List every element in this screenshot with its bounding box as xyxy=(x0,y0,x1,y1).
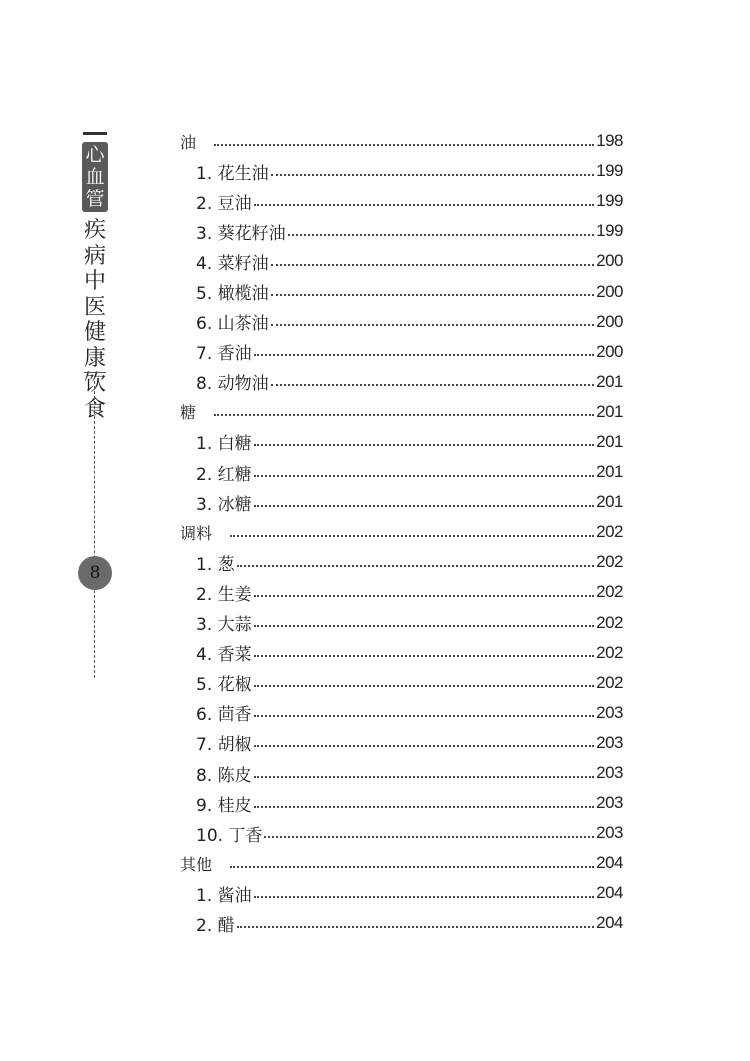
toc-entry[interactable] xyxy=(180,216,623,246)
toc-section[interactable] xyxy=(180,397,623,427)
toc-entry[interactable] xyxy=(180,668,623,698)
book-title-char: 病 xyxy=(83,243,106,269)
toc-label: 1. 酱油 xyxy=(196,885,252,906)
toc-entry[interactable] xyxy=(180,457,623,487)
dot-leader xyxy=(254,474,595,477)
dot-leader xyxy=(254,443,595,446)
book-title-char: 饮 xyxy=(83,371,106,396)
toc-entry[interactable] xyxy=(180,638,623,668)
toc-page-number: 203 xyxy=(596,702,623,722)
toc-label: 10. 丁香 xyxy=(196,825,263,846)
side-top-rule xyxy=(83,132,107,135)
series-tag-char: 管 xyxy=(85,188,105,210)
toc-page-number: 202 xyxy=(596,582,623,602)
toc-label: 其他 xyxy=(180,854,213,874)
toc-label: 3. 大蒜 xyxy=(196,615,252,636)
dot-leader xyxy=(214,143,594,146)
dot-leader xyxy=(230,865,594,868)
dot-leader xyxy=(254,805,595,808)
toc-page-number: 201 xyxy=(596,431,623,451)
series-tag-char: 心 xyxy=(85,144,105,166)
dot-leader xyxy=(254,684,595,687)
dot-leader xyxy=(288,233,595,236)
toc-page-number: 200 xyxy=(596,341,623,361)
toc-label: 2. 生姜 xyxy=(196,584,252,605)
toc-label: 1. 葱 xyxy=(196,554,235,575)
toc-label: 2. 红糖 xyxy=(196,464,252,485)
dot-leader xyxy=(271,323,595,326)
dot-leader xyxy=(264,835,594,838)
dot-leader xyxy=(254,594,595,597)
page-number: 8 xyxy=(89,563,101,583)
toc-section[interactable] xyxy=(180,517,623,547)
toc-label: 4. 菜籽油 xyxy=(196,253,269,274)
toc-entry[interactable] xyxy=(180,878,623,908)
toc-page-number: 199 xyxy=(596,221,623,241)
dot-leader xyxy=(271,293,595,296)
dot-leader xyxy=(254,714,595,717)
toc-label: 5. 花椒 xyxy=(196,675,252,696)
toc-page-number: 200 xyxy=(596,251,623,271)
toc-entry[interactable] xyxy=(180,186,623,216)
toc-page-number: 203 xyxy=(596,732,623,752)
toc-page-number: 199 xyxy=(596,191,623,211)
toc-label: 2. 豆油 xyxy=(196,193,252,214)
toc-entry[interactable] xyxy=(180,367,623,397)
dot-leader xyxy=(237,564,595,567)
toc-entry[interactable] xyxy=(180,307,623,337)
toc-entry[interactable] xyxy=(180,758,623,788)
toc-page-number: 204 xyxy=(596,913,623,933)
dot-leader xyxy=(254,353,595,356)
toc-entry[interactable] xyxy=(180,908,623,938)
dot-leader xyxy=(254,775,595,778)
toc-label: 3. 冰糖 xyxy=(196,494,252,515)
toc-entry[interactable] xyxy=(180,577,623,607)
dot-leader xyxy=(254,203,595,206)
toc-label: 9. 桂皮 xyxy=(196,795,252,816)
toc-entry[interactable] xyxy=(180,698,623,728)
toc-page-number: 204 xyxy=(596,853,623,873)
toc-entry[interactable] xyxy=(180,427,623,457)
toc-section[interactable] xyxy=(180,126,623,156)
book-title-char: 中 xyxy=(83,269,106,294)
book-title xyxy=(81,218,109,422)
table-of-contents xyxy=(180,126,623,939)
book-title-char: 食 xyxy=(83,396,106,422)
toc-page-number: 202 xyxy=(596,552,623,572)
dot-leader xyxy=(254,744,595,747)
book-title-char: 健 xyxy=(83,320,106,345)
toc-entry[interactable] xyxy=(180,788,623,818)
dot-leader xyxy=(271,173,595,176)
toc-label: 6. 茴香 xyxy=(196,705,252,726)
toc-label: 7. 香油 xyxy=(196,344,252,365)
toc-page-number: 200 xyxy=(596,281,623,301)
book-title-char: 康 xyxy=(83,345,106,371)
toc-entry[interactable] xyxy=(180,487,623,517)
toc-entry[interactable] xyxy=(180,337,623,367)
series-tag xyxy=(82,142,108,212)
toc-page-number: 203 xyxy=(596,823,623,843)
dot-leader xyxy=(214,413,594,416)
toc-label: 3. 葵花籽油 xyxy=(196,223,286,244)
toc-label: 1. 花生油 xyxy=(196,163,269,184)
toc-entry[interactable] xyxy=(180,156,623,186)
toc-page-number: 198 xyxy=(596,131,623,151)
dot-leader xyxy=(254,895,595,898)
toc-label: 8. 动物油 xyxy=(196,374,269,395)
toc-page-number: 202 xyxy=(596,612,623,632)
toc-page-number: 203 xyxy=(596,763,623,783)
toc-entry[interactable] xyxy=(180,728,623,758)
page-number-badge xyxy=(78,556,112,590)
toc-page-number: 201 xyxy=(596,462,623,482)
toc-label: 调料 xyxy=(180,523,213,543)
toc-label: 7. 胡椒 xyxy=(196,735,252,756)
toc-page-number: 203 xyxy=(596,793,623,813)
side-dashed-line xyxy=(94,376,95,678)
toc-label: 5. 橄榄油 xyxy=(196,284,269,305)
toc-page-number: 201 xyxy=(596,492,623,512)
toc-label: 4. 香菜 xyxy=(196,645,252,666)
toc-entry[interactable] xyxy=(180,246,623,276)
toc-page-number: 200 xyxy=(596,311,623,331)
toc-page-number: 202 xyxy=(596,522,623,542)
toc-page-number: 201 xyxy=(596,401,623,421)
toc-label: 8. 陈皮 xyxy=(196,765,252,786)
dot-leader xyxy=(254,504,595,507)
dot-leader xyxy=(237,925,595,928)
toc-label: 油 xyxy=(180,132,197,152)
dot-leader xyxy=(254,654,595,657)
toc-entry[interactable] xyxy=(180,276,623,306)
toc-entry[interactable] xyxy=(180,818,623,848)
book-title-char: 疾 xyxy=(83,218,106,243)
series-tag-char: 血 xyxy=(85,166,105,188)
toc-page-number: 204 xyxy=(596,883,623,903)
toc-label: 6. 山茶油 xyxy=(196,314,269,335)
toc-label: 1. 白糖 xyxy=(196,434,252,455)
toc-section[interactable] xyxy=(180,848,623,878)
book-title-char: 医 xyxy=(83,294,106,320)
toc-page-number: 202 xyxy=(596,642,623,662)
side-divider xyxy=(84,372,106,375)
toc-page-number: 199 xyxy=(596,161,623,181)
toc-page-number: 202 xyxy=(596,672,623,692)
dot-leader xyxy=(254,624,595,627)
toc-entry[interactable] xyxy=(180,608,623,638)
dot-leader xyxy=(271,383,595,386)
toc-label: 2. 醋 xyxy=(196,915,235,936)
dot-leader xyxy=(271,263,595,266)
toc-page-number: 201 xyxy=(596,371,623,391)
toc-entry[interactable] xyxy=(180,547,623,577)
dot-leader xyxy=(230,534,594,537)
toc-label: 糖 xyxy=(180,403,197,423)
